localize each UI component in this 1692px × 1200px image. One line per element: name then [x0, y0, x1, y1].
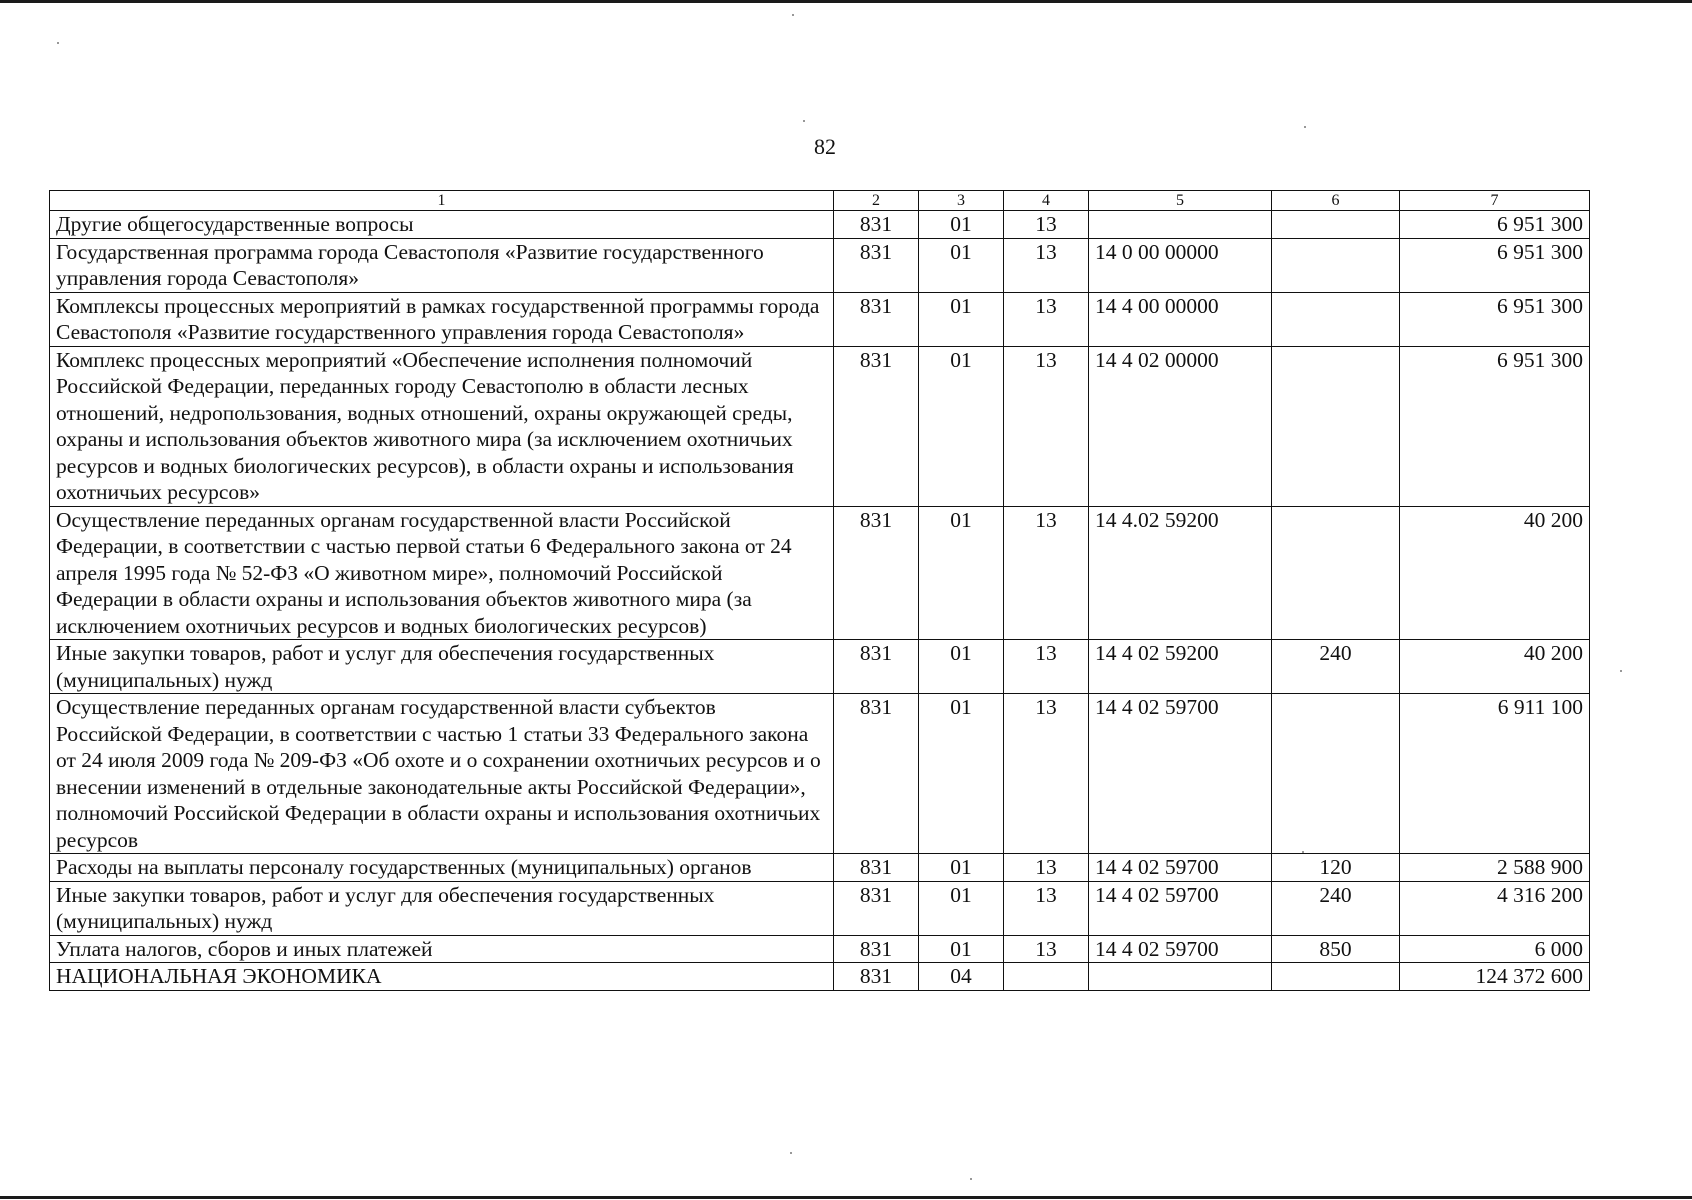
- row-subsection-code: 13: [1004, 346, 1089, 506]
- row-name: Расходы на выплаты персоналу государственных (муниципальных) органов: [50, 854, 834, 882]
- table-row: [50, 963, 1590, 991]
- row-subsection-code: 13: [1004, 694, 1089, 854]
- row-target-code: [1089, 963, 1272, 991]
- row-amount: 2 588 900: [1400, 854, 1590, 882]
- scan-speck: [803, 120, 805, 122]
- scan-speck: [970, 1178, 972, 1180]
- row-subsection-code: 13: [1004, 640, 1089, 694]
- row-amount: 6 951 300: [1400, 211, 1590, 239]
- row-name: Иные закупки товаров, работ и услуг для обеспечения государственных (муниципальных) нужд: [50, 881, 834, 935]
- row-target-code: 14 4 02 59700: [1089, 694, 1272, 854]
- row-ministry-code: 831: [834, 935, 919, 963]
- row-name: Иные закупки товаров, работ и услуг для обеспечения государственных (муниципальных) нужд: [50, 640, 834, 694]
- table-row: [50, 238, 1590, 292]
- row-ministry-code: 831: [834, 211, 919, 239]
- row-target-code: 14 4 02 59200: [1089, 640, 1272, 694]
- row-section-code: 01: [919, 881, 1004, 935]
- table-row: [50, 881, 1590, 935]
- row-name: Осуществление переданных органам государственной власти субъектов Российской Федерации, в соответствии с частью 1 статьи 33 Федерального закона от 24 июля 2009 года № 209-ФЗ «Об охоте и о сохранении охотничьих ресурсов и о внесении изменений в отдельные законодательные акты Российской Федерации», полномочий Российской Федерации в области охраны и использования охотничьих ресурсов: [50, 694, 834, 854]
- row-ministry-code: 831: [834, 238, 919, 292]
- row-target-code: 14 4 02 59700: [1089, 881, 1272, 935]
- scan-speck: [57, 42, 59, 44]
- row-subsection-code: 13: [1004, 935, 1089, 963]
- table-row: [50, 292, 1590, 346]
- scan-speck: [1620, 670, 1622, 672]
- row-amount: 6 951 300: [1400, 292, 1590, 346]
- row-target-code: 14 4 02 59700: [1089, 854, 1272, 882]
- row-expense-type: [1272, 963, 1400, 991]
- row-target-code: [1089, 211, 1272, 239]
- scan-speck: [792, 14, 794, 16]
- header-col-3: 3: [919, 191, 1004, 211]
- row-target-code: 14 4 02 59700: [1089, 935, 1272, 963]
- row-target-code: 14 0 00 00000: [1089, 238, 1272, 292]
- header-col-4: 4: [1004, 191, 1089, 211]
- table-row: [50, 935, 1590, 963]
- row-section-code: 01: [919, 694, 1004, 854]
- header-col-5: 5: [1089, 191, 1272, 211]
- row-name: Осуществление переданных органам государственной власти Российской Федерации, в соответствии с частью первой статьи 6 Федерального закона от 24 апреля 1995 года № 52-ФЗ «О животном мире», полномочий Российской Федерации в области охраны и использования объектов животного мира (за исключением охотничьих ресурсов и водных биологических ресурсов): [50, 506, 834, 640]
- header-col-1: 1: [50, 191, 834, 211]
- header-row: [50, 191, 1590, 211]
- row-name: НАЦИОНАЛЬНАЯ ЭКОНОМИКА: [50, 963, 834, 991]
- row-ministry-code: 831: [834, 881, 919, 935]
- row-ministry-code: 831: [834, 694, 919, 854]
- row-subsection-code: [1004, 963, 1089, 991]
- budget-table: [49, 190, 1590, 991]
- row-expense-type: 240: [1272, 881, 1400, 935]
- row-expense-type: [1272, 506, 1400, 640]
- scan-speck: [1304, 126, 1306, 128]
- row-expense-type: [1272, 292, 1400, 346]
- row-expense-type: 120: [1272, 854, 1400, 882]
- row-section-code: 04: [919, 963, 1004, 991]
- row-subsection-code: 13: [1004, 292, 1089, 346]
- row-section-code: 01: [919, 854, 1004, 882]
- row-target-code: 14 4 00 00000: [1089, 292, 1272, 346]
- row-amount: 40 200: [1400, 640, 1590, 694]
- row-target-code: 14 4.02 59200: [1089, 506, 1272, 640]
- row-amount: 4 316 200: [1400, 881, 1590, 935]
- table-row: [50, 346, 1590, 506]
- row-section-code: 01: [919, 211, 1004, 239]
- row-name: Государственная программа города Севастополя «Развитие государственного управления города Севастополя»: [50, 238, 834, 292]
- header-col-6: 6: [1272, 191, 1400, 211]
- row-amount: 124 372 600: [1400, 963, 1590, 991]
- row-section-code: 01: [919, 292, 1004, 346]
- row-name: Комплексы процессных мероприятий в рамках государственной программы города Севастополя «Развитие государственного управления города Севастополя»: [50, 292, 834, 346]
- row-expense-type: [1272, 694, 1400, 854]
- scan-speck: [790, 1152, 792, 1154]
- row-section-code: 01: [919, 640, 1004, 694]
- row-amount: 6 951 300: [1400, 346, 1590, 506]
- row-amount: 6 911 100: [1400, 694, 1590, 854]
- row-section-code: 01: [919, 238, 1004, 292]
- row-expense-type: [1272, 346, 1400, 506]
- row-ministry-code: 831: [834, 506, 919, 640]
- scan-speck: [1302, 851, 1304, 853]
- row-ministry-code: 831: [834, 292, 919, 346]
- row-amount: 6 951 300: [1400, 238, 1590, 292]
- row-subsection-code: 13: [1004, 506, 1089, 640]
- row-amount: 6 000: [1400, 935, 1590, 963]
- row-subsection-code: 13: [1004, 211, 1089, 239]
- row-section-code: 01: [919, 346, 1004, 506]
- row-ministry-code: 831: [834, 963, 919, 991]
- row-expense-type: 850: [1272, 935, 1400, 963]
- row-name: Уплата налогов, сборов и иных платежей: [50, 935, 834, 963]
- row-name: Другие общегосударственные вопросы: [50, 211, 834, 239]
- header-col-7: 7: [1400, 191, 1590, 211]
- table-body: [50, 211, 1590, 991]
- row-subsection-code: 13: [1004, 238, 1089, 292]
- row-subsection-code: 13: [1004, 854, 1089, 882]
- scan-bottom-edge: [0, 1196, 1692, 1199]
- row-ministry-code: 831: [834, 854, 919, 882]
- scan-top-edge: [0, 0, 1692, 3]
- row-ministry-code: 831: [834, 346, 919, 506]
- header-col-2: 2: [834, 191, 919, 211]
- table-row: [50, 211, 1590, 239]
- row-section-code: 01: [919, 935, 1004, 963]
- row-ministry-code: 831: [834, 640, 919, 694]
- table-row: [50, 506, 1590, 640]
- row-amount: 40 200: [1400, 506, 1590, 640]
- row-name: Комплекс процессных мероприятий «Обеспечение исполнения полномочий Российской Федерации, переданных городу Севастополю в области лесных отношений, недропользования, водных отношений, охраны окружающей среды, охраны и использования объектов животного мира (за исключением охотничьих ресурсов и водных биологических ресурсов), в области охраны и использования охотничьих ресурсов»: [50, 346, 834, 506]
- page-number: 82: [814, 134, 836, 159]
- table-row: [50, 640, 1590, 694]
- row-subsection-code: 13: [1004, 881, 1089, 935]
- table-row: [50, 694, 1590, 854]
- row-target-code: 14 4 02 00000: [1089, 346, 1272, 506]
- table-header: [50, 191, 1590, 211]
- row-expense-type: 240: [1272, 640, 1400, 694]
- row-expense-type: [1272, 211, 1400, 239]
- table-row: [50, 854, 1590, 882]
- row-section-code: 01: [919, 506, 1004, 640]
- row-expense-type: [1272, 238, 1400, 292]
